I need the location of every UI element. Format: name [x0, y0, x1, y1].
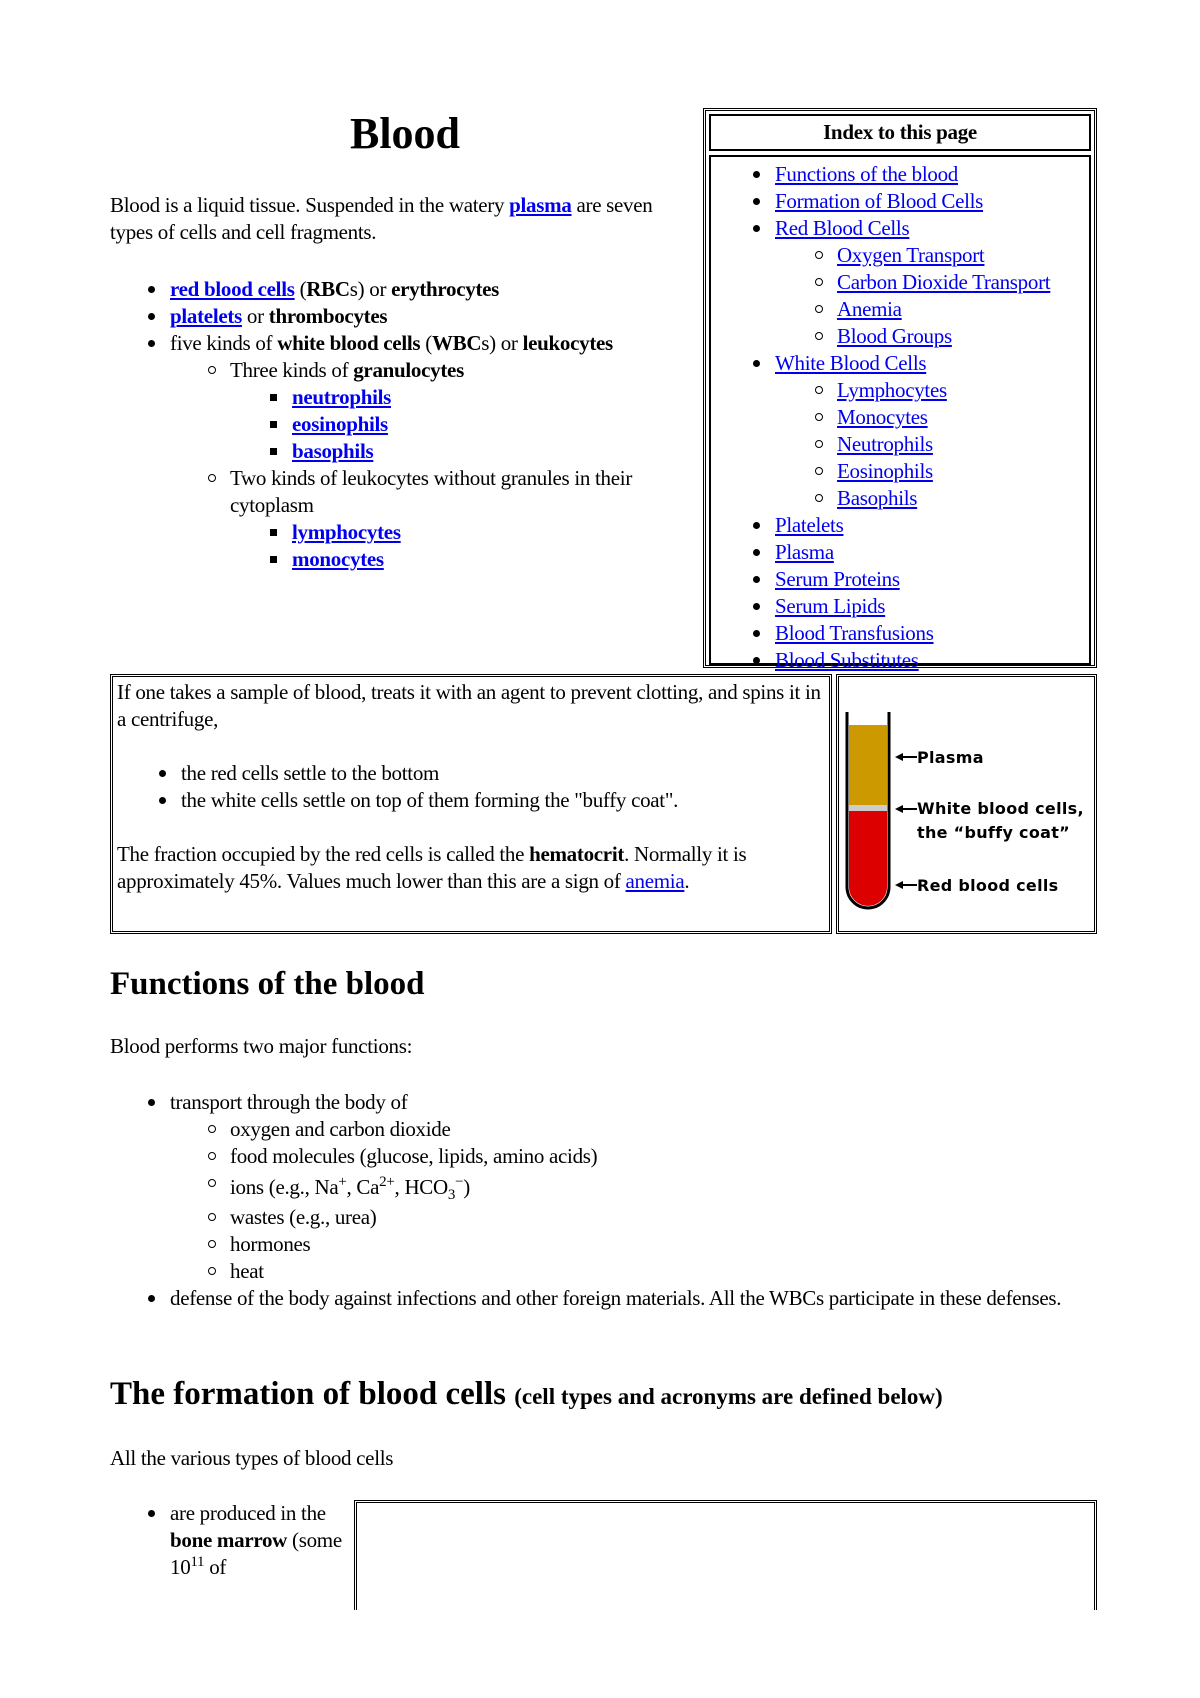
index-subitem [837, 296, 1089, 323]
rbc-link[interactable]: red blood cells [170, 277, 295, 301]
index-item [775, 539, 1089, 566]
list-item [292, 519, 690, 546]
index-link-monocytes[interactable]: Monocytes [837, 405, 928, 429]
index-item [775, 161, 1089, 188]
index-link-plasma[interactable]: Plasma [775, 540, 834, 564]
list-item-ions: ions (e.g., Na+, $Ca^{2+}$, $HCO_3^-$) [230, 1170, 1100, 1204]
list-item [292, 411, 690, 438]
list-item-agranulocytes: Two kinds of leukocytes without granules in their cytoplasm lymphocytes monocytes [230, 465, 690, 573]
wbc-sublist [170, 357, 690, 573]
list-item [292, 546, 690, 573]
monocytes-link[interactable]: monocytes [292, 547, 384, 571]
list-item-wbc: five kinds of white blood cells (WBCs) or leukocytes Three kinds of granulocytes neutrophils eosinophils basophils Two kinds of leukocytes without granules in their cytoplasm lymphocytes monocytes [170, 330, 690, 573]
index-link-substitutes[interactable]: Blood Substitutes [775, 648, 919, 672]
centrifuge-tube-figure [836, 674, 1097, 934]
page-title: Blood [349, 109, 461, 158]
formation-list [170, 1500, 350, 1581]
hematocrit-term: hematocrit [529, 842, 625, 866]
index-link-platelets[interactable]: Platelets [775, 513, 844, 537]
index-subitem [837, 323, 1089, 350]
index-item [775, 593, 1089, 620]
hematocrit-box [110, 674, 832, 934]
index-link-lymphocytes[interactable]: Lymphocytes [837, 378, 947, 402]
index-item [775, 188, 1089, 215]
arrow-red-cells [895, 881, 917, 889]
index-item [775, 350, 1089, 512]
hematocrit-list [117, 760, 825, 814]
hematocrit-intro: If one takes a sample of blood, treats it with an agent to prevent clotting, and spins it in a centrifuge, [117, 680, 821, 731]
arrow-plasma [895, 753, 917, 761]
index-item [775, 512, 1089, 539]
index-item [775, 215, 1089, 350]
page-index [703, 108, 1097, 672]
index-heading: Index to this page [709, 114, 1091, 151]
index-subitem [837, 269, 1089, 296]
index-subitem [837, 377, 1089, 404]
functions-intro: Blood performs two major functions: [110, 1034, 413, 1058]
formation-intro: All the various types of blood cells [110, 1446, 394, 1470]
index-body [709, 155, 1091, 672]
list-item-granulocytes: Three kinds of granulocytes neutrophils eosinophils basophils [230, 357, 690, 465]
functions-list [170, 1089, 1100, 1312]
list-item [292, 384, 690, 411]
red-cell-layer [849, 811, 887, 906]
index-link-oxygen[interactable]: Oxygen Transport [837, 243, 985, 267]
index-item [775, 566, 1089, 593]
index-sublist [775, 377, 1089, 512]
list-item-rbc: red blood cells (RBCs) or erythrocytes [170, 276, 690, 303]
index-subitem [837, 404, 1089, 431]
hematocrit-definition: The fraction occupied by the red cells is called the hematocrit. Normally it is approximately 45%. Values much lower than this are a sign of anemia. [117, 842, 747, 893]
index-link-wbc[interactable]: White Blood Cells [775, 351, 927, 375]
agranulocytes-list [230, 519, 690, 573]
index-link-eosinophils[interactable]: Eosinophils [837, 459, 933, 483]
list-item-transport: transport through the body of oxygen and carbon dioxide food molecules (glucose, lipids, amino acids) ions (e.g., Na+, $Ca^{2+}$, $HCO_3^-$) wastes (e.g., urea) hormones heat [170, 1089, 1100, 1285]
index-sublist [775, 242, 1089, 350]
index-link-formation[interactable]: Formation of Blood Cells [775, 189, 984, 213]
anemia-link[interactable]: anemia [625, 869, 685, 893]
list-item-defense: defense of the body against infections and other foreign materials. All the WBCs participate in these defenses. [170, 1285, 1100, 1312]
formation-figure-box [354, 1500, 1097, 1610]
index-item [775, 620, 1089, 647]
tube-diagram [839, 677, 1094, 931]
arrow-buffy-coat [895, 805, 917, 813]
transport-sublist [170, 1116, 1100, 1285]
basophils-link[interactable]: basophils [292, 439, 374, 463]
index-link-serum-lipids[interactable]: Serum Lipids [775, 594, 886, 618]
list-item: the red cells settle to the bottom [181, 760, 825, 787]
index-item [775, 647, 1089, 674]
buffy-label-2: the “buffy coat” [917, 823, 1070, 842]
list-item: the white cells settle on top of them forming the "buffy coat". [181, 787, 825, 814]
functions-heading: Functions of the blood [110, 966, 425, 1002]
intro-paragraph: Blood is a liquid tissue. Suspended in the watery plasma are seven types of cells and cell fragments. [110, 193, 653, 244]
index-link-functions[interactable]: Functions of the blood [775, 162, 958, 186]
index-link-transfusions[interactable]: Blood Transfusions [775, 621, 934, 645]
index-subitem [837, 242, 1089, 269]
platelets-link[interactable]: platelets [170, 304, 242, 328]
index-link-neutrophils[interactable]: Neutrophils [837, 432, 933, 456]
index-subitem [837, 458, 1089, 485]
index-link-serum-proteins[interactable]: Serum Proteins [775, 567, 900, 591]
index-link-blood-groups[interactable]: Blood Groups [837, 324, 952, 348]
index-link-basophils[interactable]: Basophils [837, 486, 918, 510]
formation-subtitle: (cell types and acronyms are defined below) [514, 1384, 943, 1409]
list-item: food molecules (glucose, lipids, amino acids) [230, 1143, 1100, 1170]
list-item: wastes (e.g., urea) [230, 1204, 1100, 1231]
buffy-label-1: White blood cells, [917, 799, 1084, 818]
list-item-bone-marrow: are produced in the bone marrow (some $10^{11}$ of [170, 1500, 350, 1581]
plasma-label: Plasma [917, 748, 984, 767]
eosinophils-link[interactable]: eosinophils [292, 412, 388, 436]
list-item: heat [230, 1258, 1100, 1285]
index-link-co2[interactable]: Carbon Dioxide Transport [837, 270, 1051, 294]
list-item: hormones [230, 1231, 1100, 1258]
index-link-rbc[interactable]: Red Blood Cells [775, 216, 910, 240]
red-cells-label: Red blood cells [917, 876, 1059, 895]
lymphocytes-link[interactable]: lymphocytes [292, 520, 401, 544]
index-link-anemia[interactable]: Anemia [837, 297, 902, 321]
list-item [292, 438, 690, 465]
granulocytes-list [230, 384, 690, 465]
cell-types-list [170, 276, 690, 573]
index-list [711, 161, 1089, 674]
index-subitem [837, 431, 1089, 458]
list-item-platelets: platelets or thrombocytes [170, 303, 690, 330]
list-item: oxygen and carbon dioxide [230, 1116, 1100, 1143]
buffy-coat-layer [849, 805, 887, 811]
index-subitem [837, 485, 1089, 512]
formation-heading: The formation of blood cells (cell types and acronyms are defined below) [110, 1376, 943, 1412]
neutrophils-link[interactable]: neutrophils [292, 385, 392, 409]
plasma-link[interactable]: plasma [509, 193, 572, 217]
plasma-layer [849, 725, 887, 805]
